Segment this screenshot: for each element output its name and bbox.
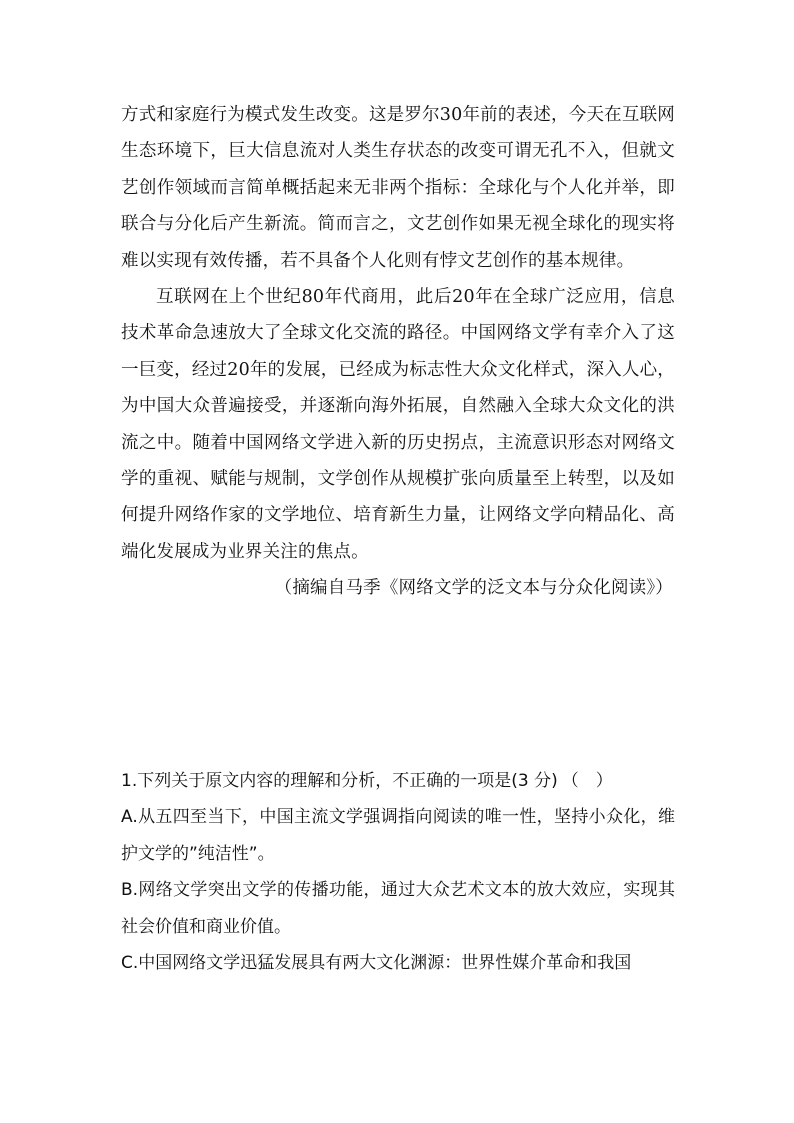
reading-passage <box>121 97 675 607</box>
option-a-text: 从五四至当下，中国主流文学强调指向阅读的唯一性，坚持小众化，维护文学的”纯洁性”。 <box>121 807 675 864</box>
question-1 <box>121 763 675 981</box>
option-b-text: 网络文学突出文学的传播功能，通过大众艺术文本的放大效应，实现其社会价值和商业价值。 <box>121 880 675 937</box>
passage-source-citation: （摘编自马季《网络文学的泛文本与分众化阅读》） <box>274 578 673 599</box>
option-b-letter: B. <box>121 880 139 901</box>
option-a <box>121 799 675 872</box>
answer-bracket: （ ） <box>561 771 613 791</box>
option-c <box>121 945 675 981</box>
passage-paragraph-1: 方式和家庭行为模式发生改变。这是罗尔30年前的表述，今天在互联网生态环境下，巨大信息流对人类生存状态的改变可谓无孔不入，但就文艺创作领域而言简单概括起来无非两个指标：全球化与个人化并举，即联合与分化后产生新流。简而言之，文艺创作如果无视全球化的现实将难以实现有效传播，若不具备个人化则有悖文艺创作的基本规律。 <box>121 105 675 271</box>
option-c-text: 中国网络文学迅猛发展具有两大文化渊源：世界性媒介革命和我国 <box>138 953 632 974</box>
passage-paragraph-2: 互联网在上个世纪80年代商用，此后20年在全球广泛应用，信息技术革命急速放大了全球文化交流的路径。中国网络文学有幸介入了这一巨变，经过20年的发展，已经成为标志性大众文化样式，深入人心，为中国大众普遍接受，并逐渐向海外拓展，自然融入全球大众文化的洪流之中。随着中国网络文学进入新的历史拐点，主流意识形态对网络文学的重视、赋能与规制，文学创作从规模扩张向质量至上转型，以及如何提升网络作家的文学地位、培育新生力量，让网络文学向精品化、高端化发展成为业界关注的焦点。 <box>121 287 675 562</box>
question-stem-text: 1.下列关于原文内容的理解和分析，不正确的一项是(3 分) <box>121 771 558 791</box>
option-c-letter: C. <box>121 953 139 974</box>
option-a-letter: A. <box>121 807 138 828</box>
option-b <box>121 872 675 945</box>
question-stem <box>121 763 675 799</box>
